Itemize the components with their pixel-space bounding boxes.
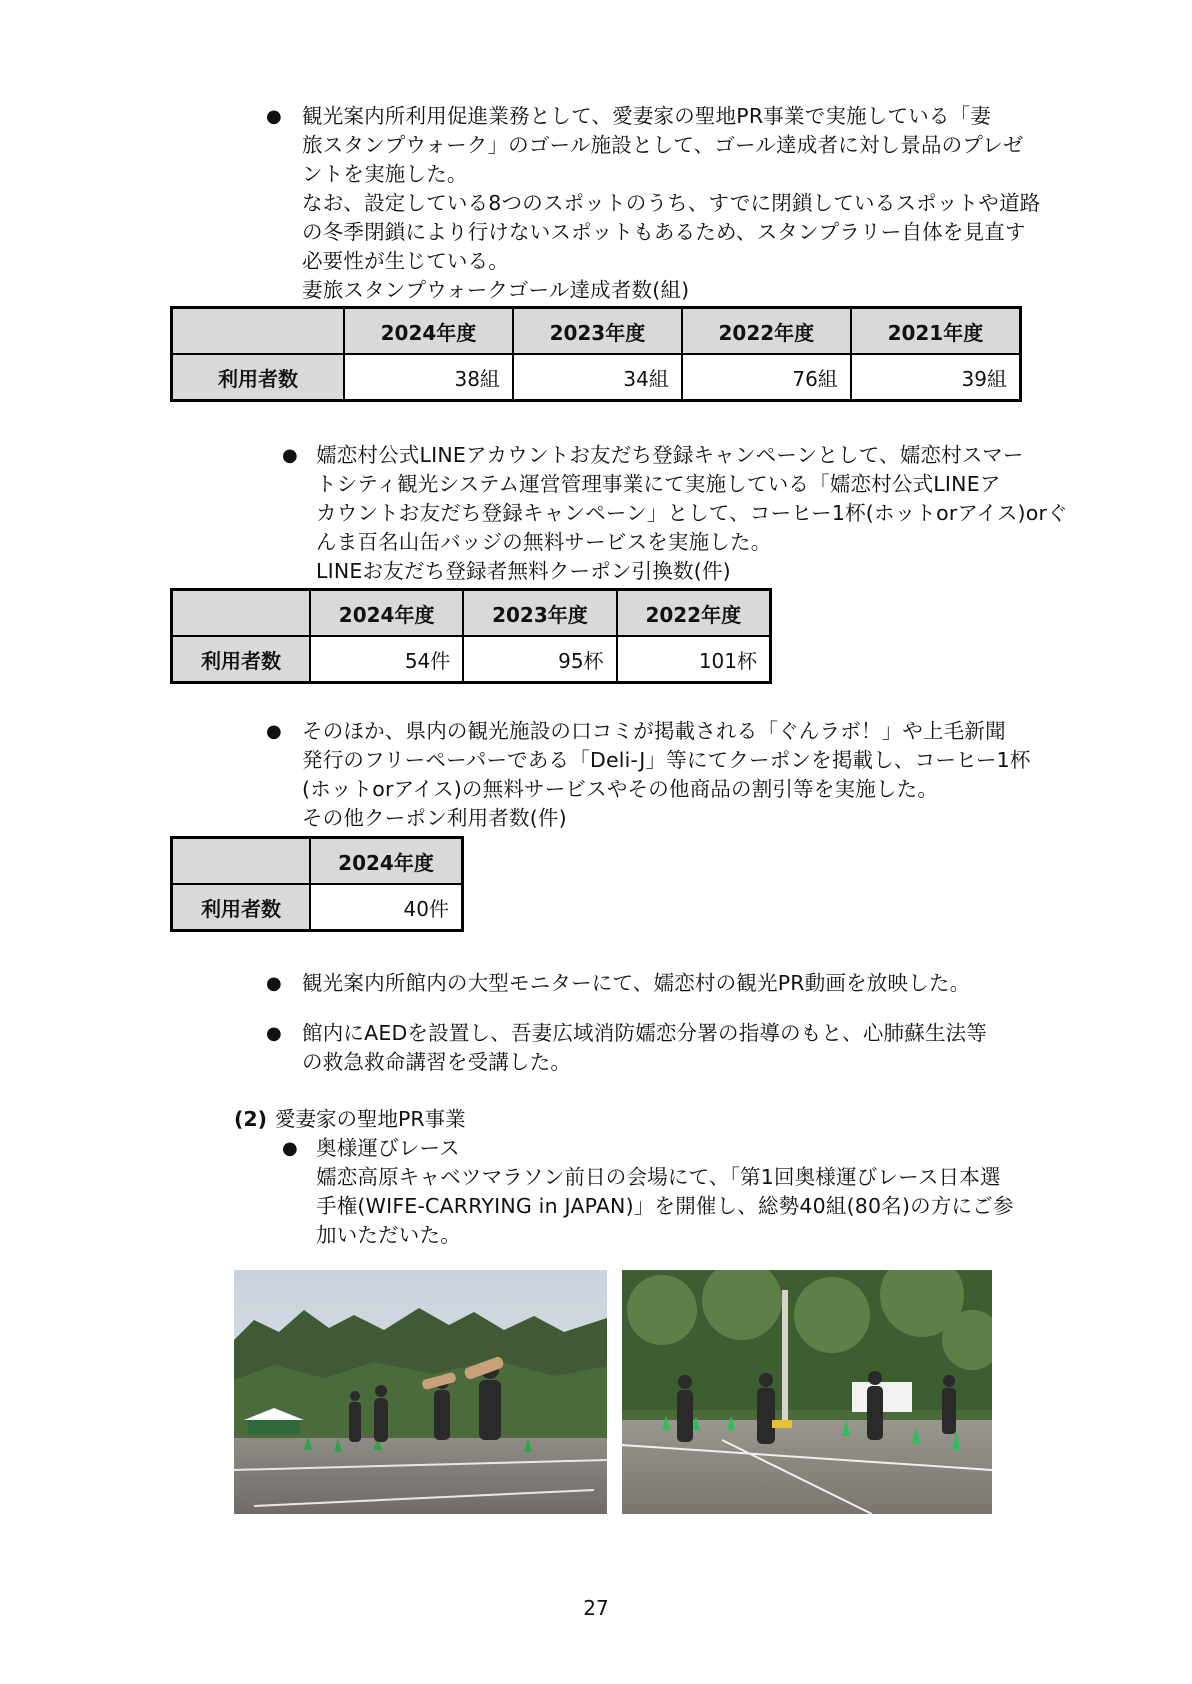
race-photo-right-image <box>622 1270 992 1514</box>
bullet-dot: ● <box>282 1138 298 1159</box>
race-photo-left <box>234 1270 607 1514</box>
table-cell: 54件 <box>310 636 463 683</box>
table-corner-cell <box>172 838 311 885</box>
stamp-walk-table <box>170 306 1022 402</box>
table-cell: 39組 <box>851 354 1021 401</box>
section-heading <box>234 1105 466 1134</box>
paragraph-line: の冬季閉鎖により行けないスポットもあるため、スタンプラリー自体を見直す <box>302 220 1026 244</box>
section-number: (2) <box>234 1107 268 1131</box>
paragraph-line: 手権(WIFE-CARRYING in JAPAN)」を開催し、総勢40組(80名)の方にご参 <box>316 1194 1014 1218</box>
paragraph-line: 嬬恋村公式LINEアカウントお友だち登録キャンペーンとして、嬬恋村スマー <box>316 443 1024 467</box>
paragraph-line: 旅スタンプウォーク」のゴール施設として、ゴール達成者に対し景品のプレゼ <box>302 133 1024 157</box>
table-header-cell: 2022年度 <box>617 590 771 637</box>
other-coupon-table <box>170 836 464 932</box>
table-row-label: 利用者数 <box>172 884 311 931</box>
table-cell: 101杯 <box>617 636 771 683</box>
paragraph-line: 加いただいた。 <box>316 1223 461 1247</box>
paragraph-line: 嬬恋高原キャベツマラソン前日の会場にて、「第1回奥様運びレース日本選 <box>316 1165 1001 1189</box>
table-header-cell: 2024年度 <box>310 838 463 885</box>
table-header-cell: 2022年度 <box>682 308 851 355</box>
paragraph-line: ントを実施した。 <box>302 162 468 186</box>
table-header-cell: 2024年度 <box>344 308 513 355</box>
table-header-cell: 2021年度 <box>851 308 1021 355</box>
race-photo-right <box>622 1270 992 1514</box>
table-header-row <box>172 590 771 637</box>
paragraph-line: なお、設定している8つのスポットのうち、すでに閉鎖しているスポットや道路 <box>302 191 1041 215</box>
table-row <box>172 884 463 931</box>
paragraph-line: そのほか、県内の観光施設の口コミが掲載される「ぐんラボ！」や上毛新聞 <box>302 719 1006 743</box>
paragraph-line: カウントお友だち登録キャンペーン」として、コーヒー1杯(ホットorアイス)orぐ <box>316 501 1068 525</box>
table-corner-cell <box>172 308 345 355</box>
bullet-title: 奥様運びレース <box>316 1136 460 1160</box>
table-caption: LINEお友だち登録者無料クーポン引換数(件) <box>316 559 731 583</box>
table-cell: 38組 <box>344 354 513 401</box>
page-number: 27 <box>583 1596 609 1620</box>
paragraph-line: んま百名山缶バッジの無料サービスを実施した。 <box>316 530 772 554</box>
paragraph-line: 館内にAEDを設置し、吾妻広域消防嬬恋分署の指導のもと、心肺蘇生法等 <box>302 1021 988 1045</box>
race-photo-left-image <box>234 1270 607 1514</box>
table-row <box>172 636 771 683</box>
table-cell: 95杯 <box>463 636 616 683</box>
table-header-cell: 2024年度 <box>310 590 463 637</box>
paragraph-line: の救急救命講習を受講した。 <box>302 1050 572 1074</box>
paragraph-line: 発行のフリーペーパーである「Deli-J」等にてクーポンを掲載し、コーヒー1杯 <box>302 748 1031 772</box>
paragraph-line: (ホットorアイス)の無料サービスやその他商品の割引等を実施した。 <box>302 777 939 801</box>
bullet-dot: ● <box>266 721 282 742</box>
table-caption: その他クーポン利用者数(件) <box>302 806 567 830</box>
paragraph-line: 観光案内所館内の大型モニターにて、嬬恋村の観光PR動画を放映した。 <box>302 971 971 995</box>
table-header-row <box>172 838 463 885</box>
bullet-dot: ● <box>266 1023 282 1044</box>
section-title: 愛妻家の聖地PR事業 <box>275 1107 466 1131</box>
bullet-dot: ● <box>266 106 282 127</box>
table-row-label: 利用者数 <box>172 636 311 683</box>
bullet-dot: ● <box>282 445 298 466</box>
table-caption: 妻旅スタンプウォークゴール達成者数(組) <box>302 278 690 302</box>
table-cell: 76組 <box>682 354 851 401</box>
paragraph-line: 必要性が生じている。 <box>302 249 509 273</box>
bullet-dot: ● <box>266 973 282 994</box>
table-header-cell: 2023年度 <box>463 590 616 637</box>
paragraph-line: 観光案内所利用促進業務として、愛妻家の聖地PR事業で実施している「妻 <box>302 104 991 128</box>
table-header-cell: 2023年度 <box>513 308 682 355</box>
table-row <box>172 354 1021 401</box>
table-cell: 34組 <box>513 354 682 401</box>
table-cell: 40件 <box>310 884 463 931</box>
paragraph-line: トシティ観光システム運営管理事業にて実施している「嬬恋村公式LINEア <box>316 472 1001 496</box>
table-header-row <box>172 308 1021 355</box>
line-coupon-table <box>170 588 772 684</box>
table-corner-cell <box>172 590 311 637</box>
table-row-label: 利用者数 <box>172 354 345 401</box>
